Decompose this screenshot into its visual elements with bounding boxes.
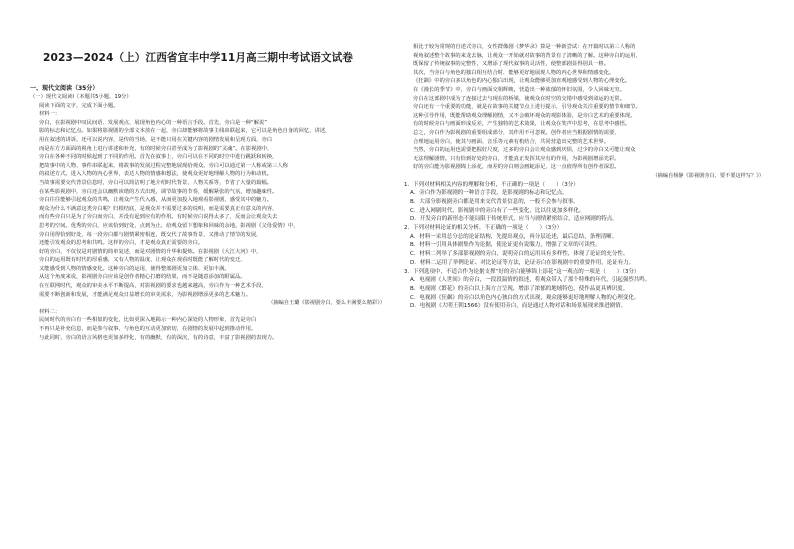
text-line: 的叙述方式，进入人物的内心世界，表达人物的情感和想法，使观众更好地理解人物的行为和动机。 <box>39 171 273 178</box>
text-line: 旁白的运用既有时代的厚重感，又有人物的温度，让观众在观看时既能了解时代的变迁， <box>39 257 246 264</box>
answer-option: A．材料一采用总分总的论证结构，先提出观点，再分层论述，最后总结，条理清晰。 <box>410 233 618 240</box>
text-line: 当然，旁白的运用也需要把握好尺度，过多的旁白会让观众感到厌烦，过少的旁白又可能让观众 <box>413 147 636 154</box>
text-line: 有的时候旁白与画面形成反差，产生独特的艺术效果，让观众在笑声中思考，在思考中感悟。 <box>413 121 631 128</box>
text-line: 旁白还有一个重要的功能，就是在故事的关键节点上进行提示，引导观众关注重要的情节和细节。 <box>413 104 641 111</box>
text-line: 相比于较为常规的自述式旁白，女性群像剧《梦华录》算是一种新尝试：在开篇时以第三人称的 <box>413 44 636 50</box>
section-heading: 一、现代文阅读（35分） <box>30 85 99 92</box>
left-column <box>30 84 395 342</box>
text-line: 旁白用得恰到好处，每一段旁白都与剧情紧密相连，既交代了故事背景，又推动了情节的发展， <box>39 231 262 238</box>
text-line: 无法理解剧情。只有恰到好处的旁白，才能真正发挥其应有的作用，为影视剧增添光彩。 <box>413 155 620 162</box>
text-line: 好的旁白，不仅仅是对剧情的简单复述，而是对剧情的升华和提炼。在影视剧《大江大河》中， <box>39 248 262 255</box>
text-line: 不再只是补充信息，而是参与叙事，与角色的互动更加密切，在剧情的发展中起到推动作用。 <box>39 326 257 333</box>
question-stem: 2．下列对材料论证的相关分析，不正确的一项是（ ）（3分） <box>404 225 563 232</box>
text-line: 《狂飙》中的旁白多以角色的内心独白出现，让观众能够更加直观地感受到人物的心理变化。 <box>413 78 631 85</box>
answer-option: B．材料一引用具体剧集作为论据，使论证更有说服力，增强了文章的可读性。 <box>410 242 601 249</box>
right-column <box>404 43 774 311</box>
text-line: 用在叙述的讲诉，还可以说内容，是传的当场，是不能只用在关键内容的剧情发展和呈现方面，旁白 <box>39 136 273 143</box>
material-two-paragraph <box>30 316 395 342</box>
question-stem: 1．下列对材料相关内容的理解和分析，不正确的一项是（ ）（3分） <box>404 181 579 188</box>
material-heading: 材料一： <box>39 111 61 118</box>
text-line: 好的旁白能为影视剧锦上添花，而差的旁白则会画蛇添足，这一点值得所有创作者深思。 <box>413 164 620 171</box>
answer-option: A．旁白作为影视剧的一种语言手段，是影视剧的标志和记忆点。 <box>410 190 568 197</box>
question-stem: 3．下列选项中，不适合作为论据支撑“好的旁白能够锦上添花”这一观点的一项是（ ）（3分） <box>404 268 640 275</box>
text-line: 影的标志和记忆点。如果将影视剧的全部文本放在一起，旁白却能够将故事主线串联起来，它可以是角色自身的回忆、讲述， <box>39 128 331 135</box>
text-line: 合理地运用旁白，使其与画面、音乐等元素有机结合，共同营造出完整的艺术世界。 <box>413 138 609 145</box>
material-heading: 材料二： <box>39 308 61 315</box>
text-line: 从这个角度来说，影视剧旁白应该是创作者精心打磨的结果，而不是随意添加的附属品。 <box>39 274 246 281</box>
text-line: 需要不断创新和发展，才能满足观众日益增长的审美需求，为影视剧增添更多的艺术魅力。 <box>39 291 251 298</box>
text-line: 在《漫长的季节》中，旁白与画面交相辉映，营造出一种浓郁的怀旧氛围，令人回味无穷。 <box>413 86 625 93</box>
answer-option: A．电视剧《人世间》的旁白，一段段温情的叙述，将观众带入了那个特殊的年代，引起强烈共鸣。 <box>410 277 651 284</box>
text-line: 而有些旁白只是为了旁白而旁白，并没有起到应有的作用。有时候旁白说得太多了，反而会让观众失去 <box>39 214 278 221</box>
text-line: 又能感受到人物的情感变化。这种旁白的运用，使得整部剧更加立体、更加丰满。 <box>39 265 230 272</box>
text-line: 把故事中的人物、事件串联起来，将故事的发展过程完整地展现给观众。旁白可以通过第一人称或第三人称 <box>39 162 288 169</box>
text-line: 在某些影视剧中，旁白还会以幽默诙谐的方式出现，调节故事的节奏，缓解紧张的气氛，增加趣味性。 <box>39 188 278 195</box>
text-line: 民间时代的旁白有一些相似的变化，比如更深入地揭示一种内心深处的人物形象，首先是旁白 <box>39 317 257 324</box>
text-line: 在互联网时代，观众的审美水平不断提高，对影视剧的要求也越来越高，旁白作为一种艺术手段， <box>39 283 267 290</box>
answer-option: C．电视剧《狂飙》的旁白以角色内心独白的方式出现，观众能够更好地理解人物的心理变化。 <box>410 294 640 301</box>
answer-option: B．电视剧《繁花》的旁白以上海方言呈现，增添了浓郁的地域特色，使作品更具辨识度。 <box>410 285 629 292</box>
material-one-paragraph <box>30 119 395 205</box>
text-line: 其次，当旁白与角色的独白相互结合时，能够更好地展现人物的内心世界和情感变化。 <box>413 69 615 76</box>
answer-option: C．进入网剧时代，影视剧中的旁白有了一些变化，比以往更加多样化。 <box>410 207 585 214</box>
material-two-continued <box>404 43 774 172</box>
text-line: 还能引发观众的思考和共鸣。这样的旁白，才是观众真正需要的旁白。 <box>39 240 204 247</box>
source-citation: （摘编自杨静《影视剧旁白，要不要这样写？》） <box>652 172 764 179</box>
text-line: 旁白往往能够引起观众的共鸣，让观众产生代入感，从而更加投入地观看影视剧，感受其中的魅力。 <box>39 197 273 204</box>
answer-option: D．材料二运用了举例论证、对比论证等方法，论证旁白在影视剧中的重要作用，论证有力。 <box>410 259 635 266</box>
text-line: 旁白，在影视剧中叹民间语、发展观点、展现角色内心的一种语言手段。首先，旁白是一种“解说” <box>39 119 267 126</box>
material-one-paragraph-2 <box>30 205 395 300</box>
text-line: 思考的空间。优秀的旁白，应该恰到好处，点到为止，给观众留下想象和回味的余地。影视剧《父母爱情》中， <box>39 222 299 229</box>
text-line: 这种引导作用，既能帮助观众理解剧情，又不会破坏观众的观影体验，是旁白艺术的重要体现。 <box>413 112 636 119</box>
answer-option: D．开发旁白的新形态不能局限于传统形式，应当与剧情紧密结合，适应网剧的特点。 <box>410 216 618 223</box>
text-line: 视角叙述整个故事的来龙去脉，让观众一开始就对故事的背景有了清晰的了解。这种旁白的运用， <box>413 52 641 59</box>
text-line: 旁白在各种不同的时候起到了不同的作用。首先在叙事上，旁白可以在不同的时空中进行跳跃和转换， <box>39 154 278 161</box>
answer-option: C．材料二列举了多部影视剧的旁白，说明旁白的运用具有多样性，体现了论证的充分性。 <box>410 251 629 258</box>
text-line: 当故事需要交代背景信息时，旁白可以简洁明了地介绍时代背景、人物关系等，节省了大量的篇幅。 <box>39 179 273 186</box>
subsection-heading: （一）现代文阅读I（本题共5小题，19分） <box>30 94 132 100</box>
text-line: 总之，旁白作为影视剧的重要组成部分，其作用不可忽视。创作者应当根据剧情的需要， <box>413 129 620 136</box>
text-line: 而是在方方面面的视角上进行讲述和补充，有的时候旁白甚至成为了影视剧的“灵魂”。在影视剧中， <box>39 145 273 152</box>
exam-title: 2023—2024（上）江西省宜丰中学11月高三期中考试语文试卷 <box>43 52 353 64</box>
instruction: 阅读下面的文字，完成下面小题。 <box>39 102 119 109</box>
text-line: 与此同时，旁白的语言风格也更加多样化，有的幽默，有的深沉，有的诗意，丰富了影视剧的表现力。 <box>39 334 278 341</box>
text-line: 旁白在这部剧中成为了连接过去与现在的桥梁，使观众在时空的交错中感受到命运的无常。 <box>413 95 625 102</box>
answer-option: D．电视剧《大明王朝1566》没有使用旁白，而是通过人物对话和场景展现来推进剧情。 <box>410 303 627 310</box>
question-list <box>404 181 774 312</box>
text-line: 既保留了传统叙事的完整性，又增添了现代叙事的灵活性，使整部剧显得别具一格。 <box>413 61 609 68</box>
answer-option: B．大部分影视剧旁白都是用来交代背景信息的，一般不会参与叙事。 <box>410 198 579 205</box>
source-citation: （摘编自王璐《影视剧旁白，要么丰满要么精彩》） <box>268 300 385 307</box>
text-line: 观众为什么不满意这类旁白呢？归根结底，是观众并不需要过多的说明，而是需要真正有意义的内容， <box>39 205 278 212</box>
